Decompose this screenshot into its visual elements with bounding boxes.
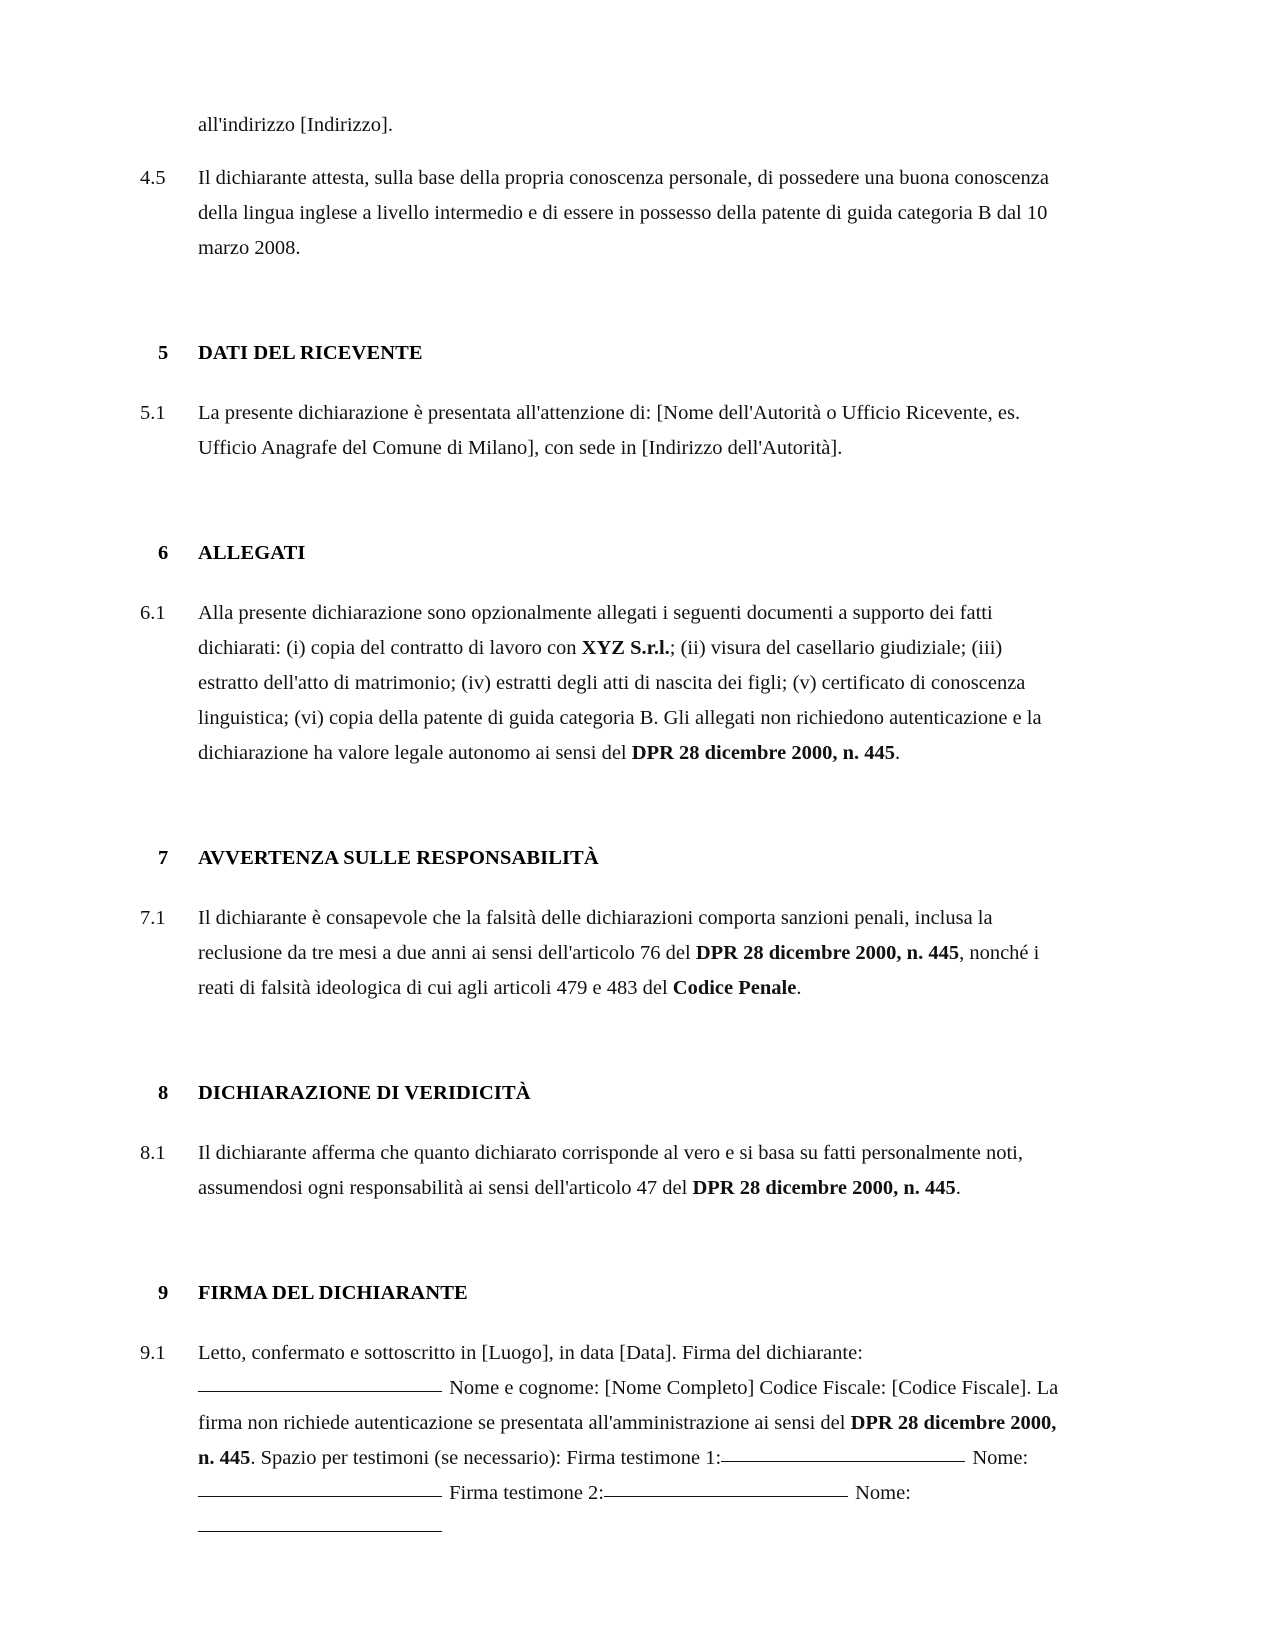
paragraph-7-1 <box>140 901 1065 1006</box>
signature-blank-line <box>604 1496 848 1497</box>
paragraph-text: Letto, confermato e sottoscritto in [Luogo], in data [Data]. Firma del dichiarante: <box>198 1342 863 1364</box>
paragraph-number: 8.1 <box>140 1142 166 1164</box>
section-spacer <box>140 466 1065 538</box>
section-heading-firma-del-dichiarante <box>140 1278 1065 1308</box>
paragraph-text: . Spazio per testimoni (se necessario): Firma testimone 1: <box>250 1447 722 1469</box>
heading-spacer <box>140 1308 1065 1336</box>
continuation-line: all'indirizzo [Indirizzo]. <box>198 114 393 136</box>
section-title: DICHIARAZIONE DI VERIDICITÀ <box>198 1082 531 1104</box>
emphasis-text: DPR 28 dicembre 2000, n. 445 <box>692 1177 956 1199</box>
document-body <box>140 108 1065 1546</box>
paragraph-text: , nonché i reati di falsità ideologica di cui agli articoli 479 e 483 del <box>198 942 1040 999</box>
paragraph-number: 4.5 <box>140 167 166 189</box>
heading-spacer <box>140 873 1065 901</box>
section-number: 7 <box>158 847 169 869</box>
signature-blank-line <box>721 1461 965 1462</box>
section-title: DATI DEL RICEVENTE <box>198 342 423 364</box>
heading-spacer <box>140 368 1065 396</box>
paragraph-text: Nome e cognome: [Nome Completo] Codice Fiscale: [Codice Fiscale]. La firma non richiede autenticazione se presentata all'amministrazione ai sensi del <box>198 1377 1059 1434</box>
section-heading-dati-del-ricevente <box>140 338 1065 368</box>
paragraph-text: . <box>796 977 802 999</box>
paragraph-5-1 <box>140 396 1065 466</box>
paragraph-text: Firma testimone 2: <box>444 1482 604 1504</box>
section-heading-avvertenza-sulle-responsabilit <box>140 843 1065 873</box>
section-number: 8 <box>158 1082 169 1104</box>
paragraph-4-5 <box>140 161 1065 266</box>
heading-spacer <box>140 1108 1065 1136</box>
sections-container <box>140 266 1065 1546</box>
emphasis-text: DPR 28 dicembre 2000, n. 445 <box>695 942 960 964</box>
emphasis-text: DPR 28 dicembre 2000, n. 445 <box>198 1412 1057 1469</box>
paragraph-text: Il dichiarante afferma che quanto dichiarato corrisponde al vero e si basa su fatti personalmente noti, assumendosi ogni responsabilità ai sensi dell'articolo 47 del <box>198 1142 1023 1199</box>
paragraph-text: ; (ii) visura del casellario giudiziale; (iii) estratto dell'atto di matrimonio; (iv) estratti degli atti di nascita dei figli; (v) certificato di conoscenza linguistica; (vi) copia della patente di guida categoria B. Gli allegati non richiedono autenticazione e la dichiarazione ha valore legale autonomo ai sensi del <box>198 637 1042 764</box>
section-number: 6 <box>158 542 169 564</box>
section-title: FIRMA DEL DICHIARANTE <box>198 1282 468 1304</box>
heading-spacer <box>140 568 1065 596</box>
paragraph-text: Alla presente dichiarazione sono opzionalmente allegati i seguenti documenti a supporto dei fatti dichiarati: (i) copia del contratto di lavoro con <box>198 602 993 659</box>
paragraph-number: 5.1 <box>140 402 166 424</box>
section-title: ALLEGATI <box>198 542 306 564</box>
paragraph-number: 6.1 <box>140 602 166 624</box>
section-spacer <box>140 1206 1065 1278</box>
paragraph-8-1 <box>140 1136 1065 1206</box>
signature-blank-line <box>198 1531 442 1532</box>
section-title: AVVERTENZA SULLE RESPONSABILITÀ <box>198 847 599 869</box>
paragraph-number: 7.1 <box>140 907 166 929</box>
section-heading-dichiarazione-di-veridicit <box>140 1078 1065 1108</box>
emphasis-text: XYZ S.r.l. <box>581 637 670 659</box>
paragraph-text: Il dichiarante attesta, sulla base della propria conoscenza personale, di possedere una buona conoscenza della lingua inglese a livello intermedio e di essere in possesso della patente di guida categoria B dal 10 marzo 2008. <box>198 167 1049 259</box>
section-heading-allegati <box>140 538 1065 568</box>
paragraph-text: Nome: <box>967 1447 1029 1469</box>
paragraph-text: . <box>955 1177 961 1199</box>
paragraph-text: La presente dichiarazione è presentata all'attenzione di: [Nome dell'Autorità o Ufficio Ricevente, es. Ufficio Anagrafe del Comune di Milano], con sede in [Indirizzo dell'Autorità]. <box>198 402 1021 459</box>
paragraph-text: . <box>895 742 901 764</box>
emphasis-text: Codice Penale <box>672 977 797 999</box>
section-spacer <box>140 771 1065 843</box>
section-spacer <box>140 266 1065 338</box>
paragraph-number: 9.1 <box>140 1342 166 1364</box>
paragraph-9-1 <box>140 1336 1065 1546</box>
emphasis-text: DPR 28 dicembre 2000, n. 445 <box>631 742 896 764</box>
paragraph-text: Nome: <box>850 1482 911 1504</box>
paragraph-6-1 <box>140 596 1065 771</box>
paragraph-text: Il dichiarante è consapevole che la falsità delle dichiarazioni comporta sanzioni penali, inclusa la reclusione da tre mesi a due anni ai sensi dell'articolo 76 del <box>198 907 993 964</box>
signature-blank-line <box>198 1391 442 1392</box>
section-spacer <box>140 1006 1065 1078</box>
section-number: 9 <box>158 1282 169 1304</box>
section-number: 5 <box>158 342 169 364</box>
signature-blank-line <box>198 1496 442 1497</box>
